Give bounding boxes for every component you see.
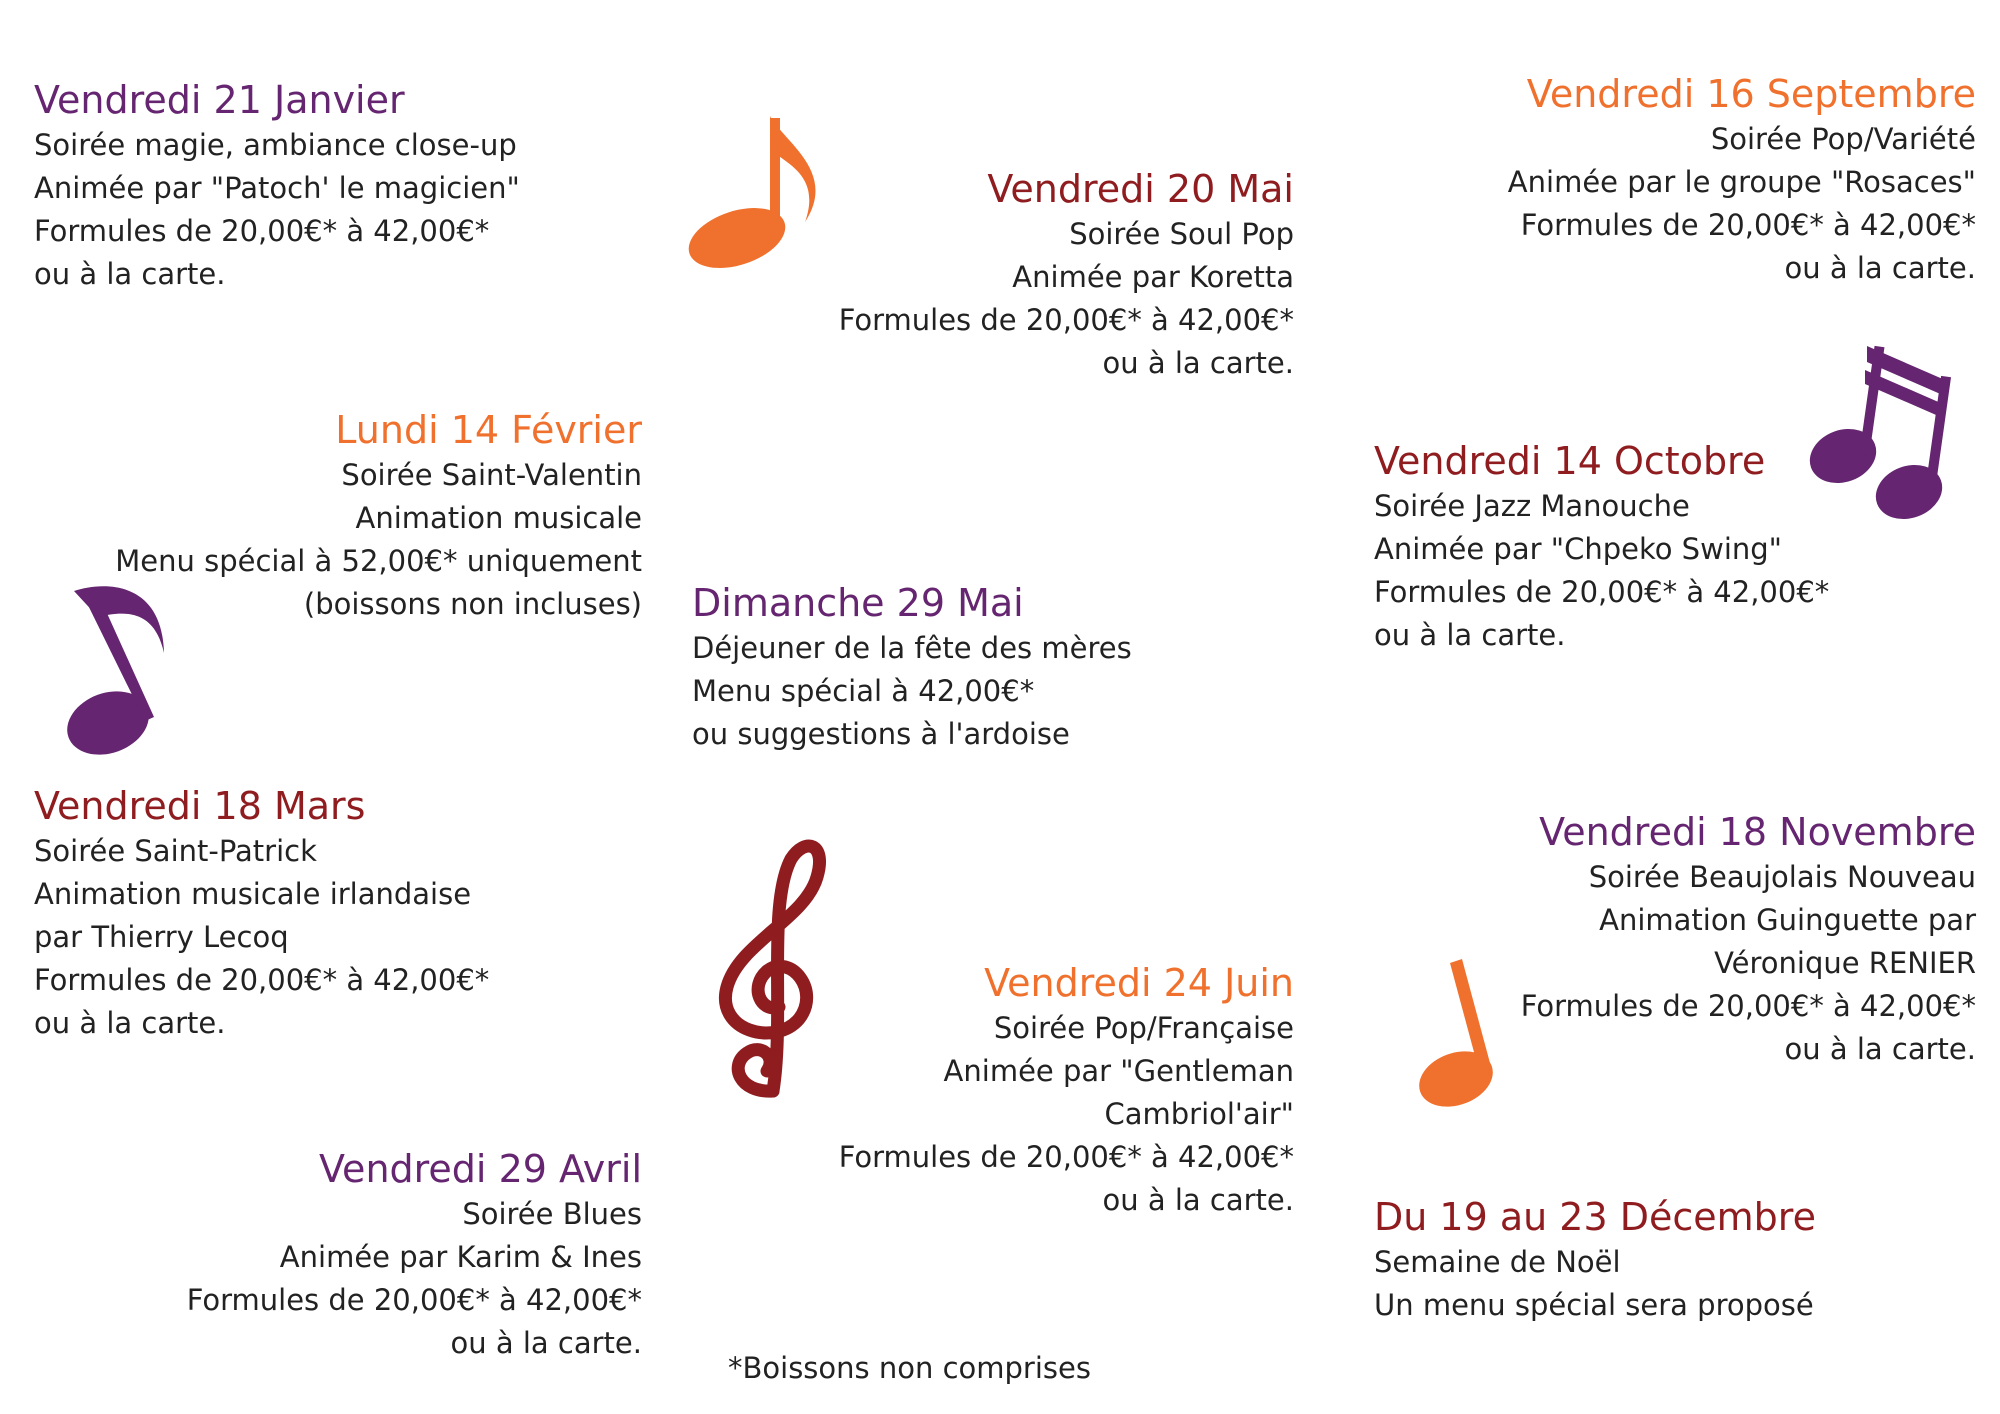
- event-detail-line: Menu spécial à 42,00€*: [692, 674, 1035, 708]
- treble-clef-icon: [705, 835, 835, 1100]
- event-detail-line: Soirée Saint-Valentin: [341, 458, 642, 492]
- event-detail-line: ou à la carte.: [1102, 1183, 1294, 1217]
- event-title: Vendredi 18 Mars: [34, 784, 366, 828]
- event-detail-line: Véronique RENIER: [1714, 946, 1976, 980]
- event-detail-line: Formules de 20,00€* à 42,00€*: [34, 963, 490, 997]
- event-card: [1374, 1193, 1816, 1327]
- event-detail-line: Soirée Beaujolais Nouveau: [1588, 860, 1976, 894]
- event-detail-line: Menu spécial à 52,00€* uniquement: [115, 544, 642, 578]
- event-title: Vendredi 16 Septembre: [1526, 72, 1976, 116]
- event-detail-line: Cambriol'air": [1104, 1097, 1294, 1131]
- event-title: Vendredi 29 Avril: [319, 1147, 642, 1191]
- event-card: [34, 76, 520, 296]
- footnote: *Boissons non comprises: [728, 1351, 1091, 1385]
- event-title: Vendredi 20 Mai: [987, 167, 1294, 211]
- event-detail-line: ou à la carte.: [1784, 251, 1976, 285]
- event-card: [115, 406, 642, 626]
- event-detail-line: Animée par Karim & Ines: [279, 1240, 642, 1274]
- event-card: [1374, 437, 1829, 657]
- event-detail-line: Animée par "Gentleman: [943, 1054, 1294, 1088]
- event-details: [1374, 1241, 1816, 1327]
- event-details: [1508, 118, 1976, 290]
- event-detail-line: Formules de 20,00€* à 42,00€*: [1374, 575, 1830, 609]
- event-detail-line: Formules de 20,00€* à 42,00€*: [1520, 989, 1976, 1023]
- event-detail-line: (boissons non incluses): [303, 587, 642, 621]
- event-detail-line: Animée par le groupe "Rosaces": [1507, 165, 1976, 199]
- event-detail-line: ou à la carte.: [1374, 618, 1566, 652]
- event-detail-line: ou à la carte.: [34, 257, 226, 291]
- event-details: [187, 1193, 642, 1365]
- event-details: [839, 1007, 1294, 1222]
- event-detail-line: Soirée Saint-Patrick: [34, 834, 317, 868]
- event-detail-line: Déjeuner de la fête des mères: [692, 631, 1132, 665]
- event-detail-line: Soirée Soul Pop: [1069, 217, 1294, 251]
- event-card: [839, 959, 1294, 1222]
- event-detail-line: Formules de 20,00€* à 42,00€*: [838, 303, 1294, 337]
- event-detail-line: Soirée Blues: [462, 1197, 642, 1231]
- event-details: [839, 213, 1294, 385]
- event-detail-line: Soirée Pop/Variété: [1710, 122, 1976, 156]
- event-title: Du 19 au 23 Décembre: [1374, 1195, 1816, 1239]
- event-detail-line: ou à la carte.: [1784, 1032, 1976, 1066]
- quarter-note-orange-icon: [1412, 955, 1512, 1115]
- event-detail-line: Semaine de Noël: [1374, 1245, 1621, 1279]
- event-detail-line: ou à la carte.: [450, 1326, 642, 1360]
- event-title: Dimanche 29 Mai: [692, 581, 1024, 625]
- event-detail-line: Animation musicale irlandaise: [34, 877, 472, 911]
- beamed-sixteenth-notes-icon: [1805, 340, 1955, 520]
- event-details: [34, 830, 489, 1045]
- event-detail-line: par Thierry Lecoq: [34, 920, 289, 954]
- event-card: [1521, 808, 1976, 1071]
- event-card: [1508, 70, 1976, 290]
- event-detail-line: Un menu spécial sera proposé: [1374, 1288, 1814, 1322]
- event-detail-line: ou à la carte.: [1102, 346, 1294, 380]
- event-detail-line: Animée par "Chpeko Swing": [1374, 532, 1782, 566]
- event-title: Vendredi 24 Juin: [984, 961, 1294, 1005]
- event-detail-line: ou suggestions à l'ardoise: [692, 717, 1070, 751]
- event-card: [692, 579, 1132, 756]
- event-title: Vendredi 18 Novembre: [1539, 810, 1976, 854]
- event-title: Lundi 14 Février: [335, 408, 642, 452]
- event-detail-line: Soirée Jazz Manouche: [1374, 489, 1690, 523]
- event-card: [839, 165, 1294, 385]
- event-details: [34, 124, 520, 296]
- event-details: [1374, 485, 1829, 657]
- event-detail-line: Animée par Koretta: [1012, 260, 1294, 294]
- event-details: [115, 454, 642, 626]
- event-detail-line: Soirée Pop/Française: [993, 1011, 1294, 1045]
- event-detail-line: ou à la carte.: [34, 1006, 226, 1040]
- event-detail-line: Animée par "Patoch' le magicien": [34, 171, 520, 205]
- event-detail-line: Animation musicale: [355, 501, 642, 535]
- event-detail-line: Formules de 20,00€* à 42,00€*: [186, 1283, 642, 1317]
- event-detail-line: Formules de 20,00€* à 42,00€*: [838, 1140, 1294, 1174]
- event-detail-line: Soirée magie, ambiance close-up: [34, 128, 517, 162]
- event-detail-line: Formules de 20,00€* à 42,00€*: [1520, 208, 1976, 242]
- event-title: Vendredi 14 Octobre: [1374, 439, 1766, 483]
- event-details: [1521, 856, 1976, 1071]
- event-detail-line: Formules de 20,00€* à 42,00€*: [34, 214, 490, 248]
- event-card: [187, 1145, 642, 1365]
- event-card: [34, 782, 489, 1045]
- eighth-note-purple-icon: [60, 583, 180, 763]
- eighth-note-orange-icon: [680, 110, 830, 280]
- event-detail-line: Animation Guinguette par: [1599, 903, 1976, 937]
- event-title: Vendredi 21 Janvier: [34, 78, 405, 122]
- event-details: [692, 627, 1132, 756]
